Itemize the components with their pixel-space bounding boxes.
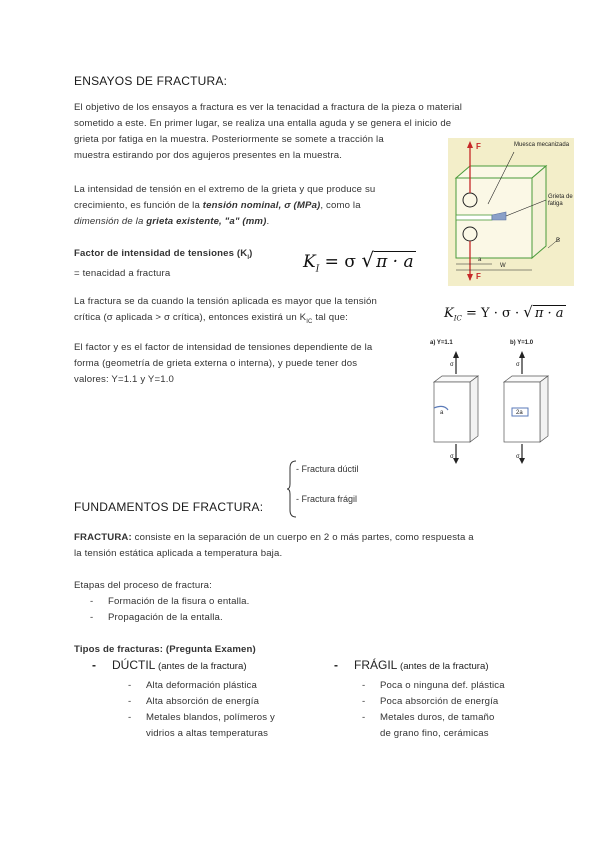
intensity-line1: La intensidad de tensión en el extremo de la grieta y que produce su (74, 184, 376, 195)
plate-b-label: b) Y=1.0 (510, 340, 534, 346)
list-item: - Poca o ninguna def. plástica (362, 680, 505, 691)
fragil-heading: - FRÁGIL (antes de la fractura) (334, 658, 489, 672)
specimen-diagram (448, 138, 574, 286)
ductil-list (128, 678, 275, 742)
section-title-ensayos: ENSAYOS DE FRACTURA: (74, 74, 228, 88)
section-title-fundamentos: FUNDAMENTOS DE FRACTURA: (74, 500, 264, 514)
muesca-label: Muesca mecanizada (514, 142, 570, 148)
intro-line: El objetivo de los ensayos a fractura es ver la tenacidad a fractura de la pieza o material (74, 102, 463, 113)
plate-a-label: a) Y=1.1 (430, 340, 453, 346)
dim-a-label: a (478, 257, 482, 263)
dim-b-label: B (556, 238, 561, 244)
definition-paragraph: FRACTURA: consiste en la separación de un cuerpo en 2 o más partes, como respuesta a la tensión estática aplicada a temperatura baja. (74, 532, 474, 559)
fragil-list (362, 678, 505, 742)
types-heading: Tipos de fracturas: (Pregunta Examen) (74, 644, 256, 655)
grieta-label: Grieta de fatiga (548, 194, 573, 207)
brace-item-fragil: - Fractura frágil (296, 494, 358, 504)
intro-line: muestra estirando por dos agujeros presentes en la muestra. (74, 150, 343, 161)
intro-line: sometido a este. En primer lugar, se realiza una entalla aguda y se genera el inicio de (74, 118, 452, 129)
brace-item-ductil: - Fractura dúctil (296, 464, 359, 474)
sigma-top-b: σ (516, 362, 520, 368)
list-item: - Propagación de la entalla. (90, 612, 223, 623)
sigma-bottom-b: σ (516, 454, 520, 460)
list-item: - Metales blandos, polímeros y (128, 712, 275, 723)
stages-heading: Etapas del proceso de fractura: (74, 580, 212, 591)
intensity-paragraph (74, 182, 434, 230)
sigma-top-a: σ (450, 362, 454, 368)
intro-line: grieta por fatiga en la muestra. Posteriormente se somete a tracción la (74, 134, 384, 145)
plates-diagram (426, 348, 556, 464)
crack-a-label: a (440, 410, 444, 416)
factor-heading: Factor de intensidad de tensiones $(K_I)$ = tenacidad a fractura (74, 246, 253, 282)
list-item: - Formación de la fisura o entalla. (90, 596, 250, 607)
intensity-line3: dimensión de la grieta existente, "a" (mm). (74, 216, 270, 227)
stages-list (90, 594, 250, 626)
formula-kic: $K_{IC} = Y \cdot \sigma$ · √ π · a (444, 303, 564, 323)
list-item: - Alta deformación plástica (128, 680, 257, 691)
sigma-bottom-a: σ (450, 454, 454, 460)
list-item: - Metales duros, de tamaño (362, 712, 495, 723)
list-item: de grano fino, cerámicas (380, 728, 489, 739)
force-label-bottom: F (476, 272, 481, 281)
factor-subline: = tenacidad a fractura (74, 267, 171, 279)
y-factor-figure (426, 340, 556, 464)
fracture-when-paragraph: La fractura se da cuando la tensión aplicada es mayor que la tensión crítica (σ aplicada > σ crítica), entonces existirá un $K_{IC}$ tal que: (74, 296, 377, 325)
force-label-top: F (476, 142, 481, 151)
dim-w-label: W (500, 263, 506, 269)
list-item: - Alta absorción de energía (128, 696, 260, 707)
y-factor-paragraph: El factor y es el factor de intensidad de tensiones dependiente de la forma (geometría de grieta externa o interna), y puede tener dos valores: Y=1.1 y Y=1.0 (74, 342, 373, 385)
formula-ki: $K_I = \sigma$ √ π · a (303, 248, 414, 275)
specimen-figure (448, 138, 574, 286)
list-item: vidrios a altas temperaturas (146, 728, 269, 739)
intensity-line2: crecimiento, es función de la tensión nominal, σ (MPa), como la (74, 200, 361, 211)
ductil-heading: - DÚCTIL (antes de la fractura) (92, 658, 247, 672)
list-item: - Poca absorción de energía (362, 696, 499, 707)
crack-b-label: 2a (516, 410, 523, 416)
